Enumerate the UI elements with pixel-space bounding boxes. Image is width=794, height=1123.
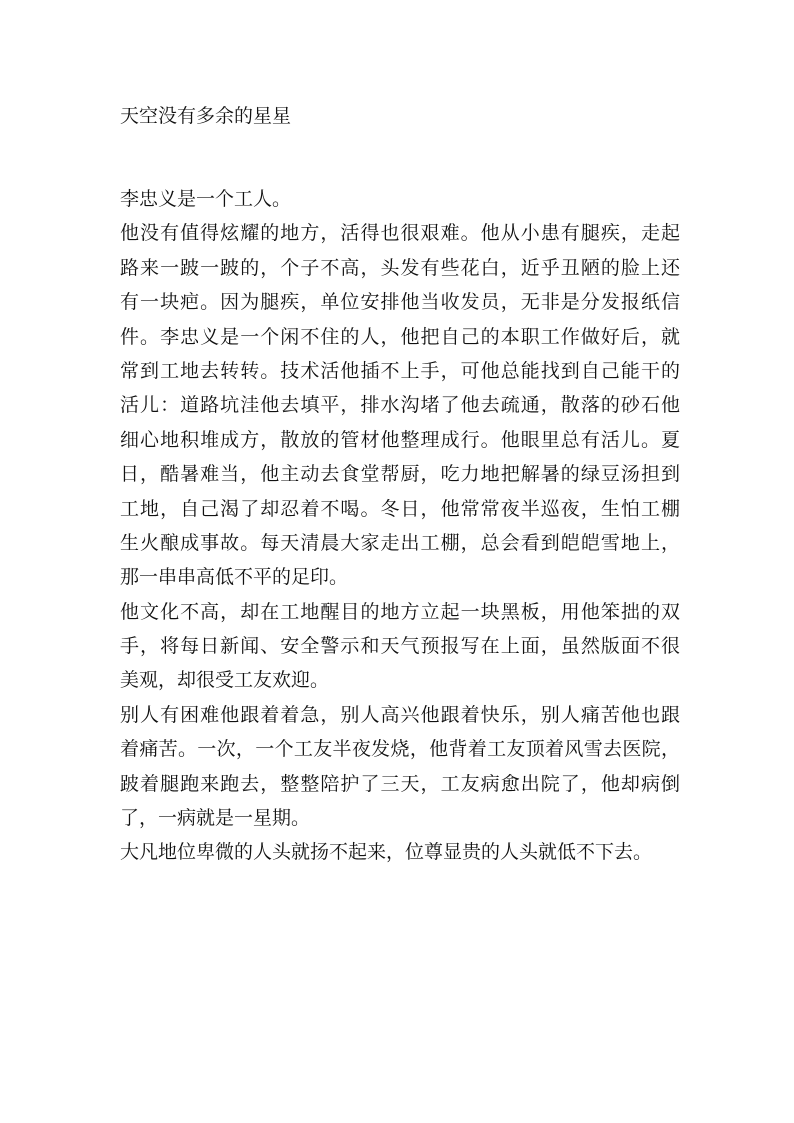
- paragraph-line: 他没有值得炫耀的地方，活得也很艰难。他从小患有腿疾，走起: [120, 222, 680, 245]
- paragraph-line: 有一块疤。因为腿疾，单位安排他当收发员，无非是分发报纸信: [120, 291, 680, 314]
- paragraph-line: 细心地积堆成方，散放的管材他整理成行。他眼里总有活儿。夏: [120, 428, 680, 451]
- paragraph-line: 活儿：道路坑洼他去填平，排水沟堵了他去疏通，散落的砂石他: [120, 394, 680, 417]
- paragraph-line: 跛着腿跑来跑去，整整陪护了三天，工友病愈出院了，他却病倒: [120, 772, 680, 795]
- paragraph-line: 美观，却很受工友欢迎。: [120, 669, 330, 692]
- paragraph: [120, 835, 680, 869]
- paragraph-line: 那一串串高低不平的足印。: [120, 566, 349, 589]
- paragraph: [120, 595, 680, 698]
- paragraph-line: 他文化不高，却在工地醒目的地方立起一块黑板，用他笨拙的双: [120, 600, 680, 623]
- paragraph-line: 工地，自己渴了却忍着不喝。冬日，他常常夜半巡夜，生怕工棚: [120, 497, 680, 520]
- paragraph: [120, 698, 680, 836]
- document-body: [120, 182, 680, 870]
- paragraph-line: 件。李忠义是一个闲不住的人，他把自己的本职工作做好后，就: [120, 325, 680, 348]
- paragraph-line: 常到工地去转转。技术活他插不上手，可他总能找到自己能干的: [120, 359, 680, 382]
- paragraph-line: 别人有困难他跟着着急，别人高兴他跟着快乐，别人痛苦他也跟: [120, 703, 680, 726]
- document-title: 天空没有多余的星星: [120, 105, 292, 127]
- paragraph-line: 生火酿成事故。每天清晨大家走出工棚，总会看到皑皑雪地上，: [120, 531, 680, 554]
- paragraph-line: 大凡地位卑微的人头就扬不起来，位尊显贵的人头就低不下去。: [120, 841, 653, 864]
- paragraph-line: 了，一病就是一星期。: [120, 807, 311, 830]
- paragraph-line: 着痛苦。一次，一个工友半夜发烧，他背着工友顶着风雪去医院，: [120, 738, 680, 761]
- paragraph-line: 路来一跛一跛的，个子不高，头发有些花白，近乎丑陋的脸上还: [120, 256, 680, 279]
- paragraph-line: 日，酷暑难当，他主动去食堂帮厨，吃力地把解暑的绿豆汤担到: [120, 463, 680, 486]
- paragraph-line: 手，将每日新闻、安全警示和天气预报写在上面，虽然版面不很: [120, 635, 680, 658]
- paragraph: [120, 182, 680, 216]
- paragraph: [120, 216, 680, 594]
- paragraph-line: 李忠义是一个工人。: [120, 188, 292, 210]
